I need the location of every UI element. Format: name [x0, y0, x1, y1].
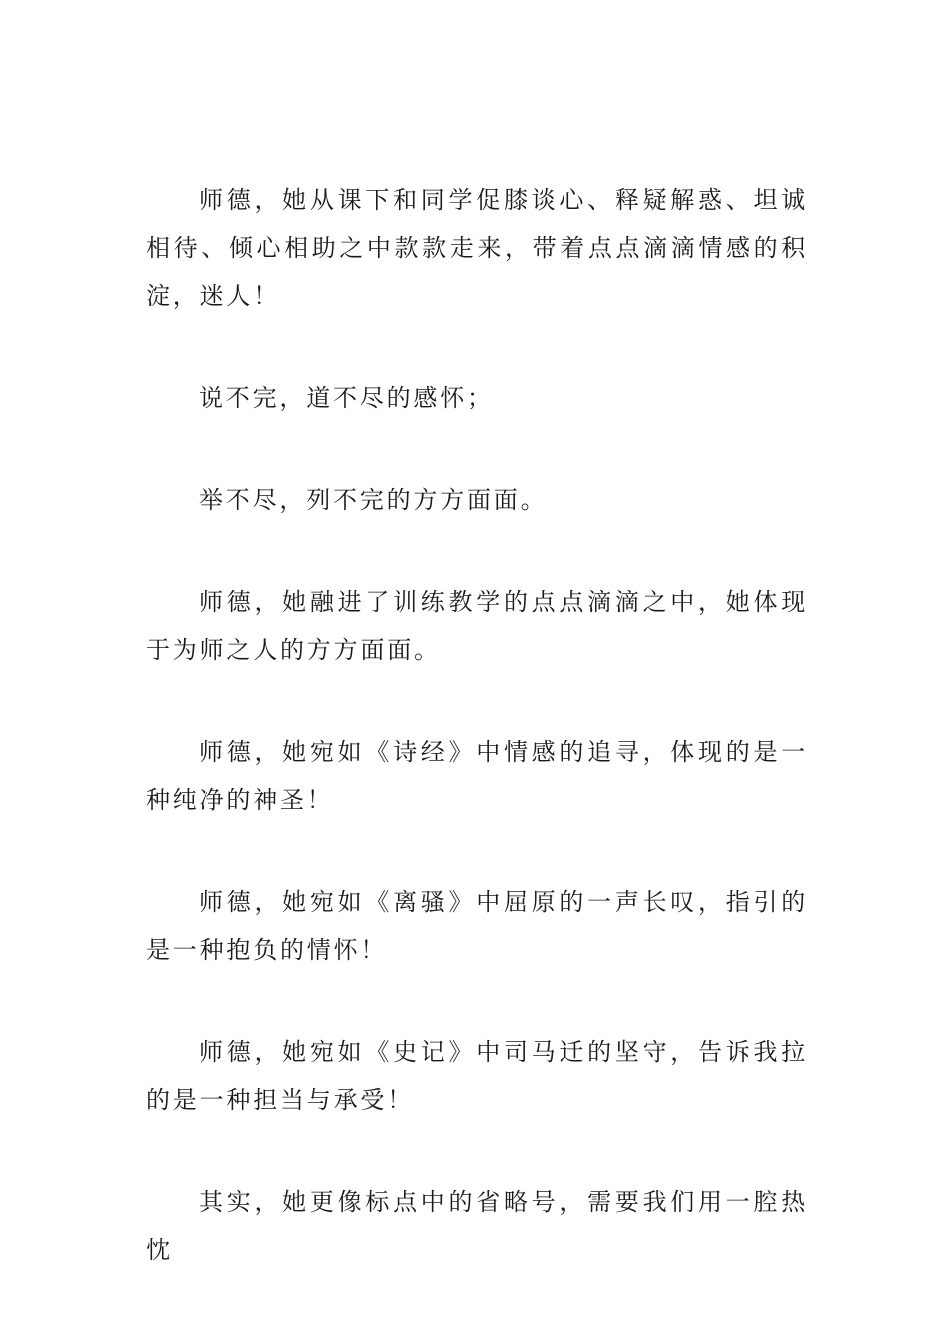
- paragraph-1: 师德，她从课下和同学促膝谈心、释疑解惑、坦诚相待、倾心相助之中款款走来，带着点点滴滴情感的积淀，迷人！: [146, 186, 808, 310]
- paragraph-8: 其实，她更像标点中的省略号，需要我们用一腔热忱: [146, 1188, 808, 1264]
- paragraph-4: 师德，她融进了训练教学的点点滴滴之中，她体现于为师之人的方方面面。: [146, 588, 808, 664]
- paragraph-3: 举不尽，列不完的方方面面。: [199, 486, 548, 514]
- paragraph-5: 师德，她宛如《诗经》中情感的追寻，体现的是一种纯净的神圣！: [146, 738, 808, 814]
- paragraph-6: 师德，她宛如《离骚》中屈原的一声长叹，指引的是一种抱负的情怀！: [146, 888, 808, 964]
- paragraph-2: 说不完，道不尽的感怀；: [199, 384, 494, 412]
- document-body: [146, 176, 808, 1328]
- paragraph-7: 师德，她宛如《史记》中司马迁的坚守，告诉我拉的是一种担当与承受！: [146, 1038, 808, 1114]
